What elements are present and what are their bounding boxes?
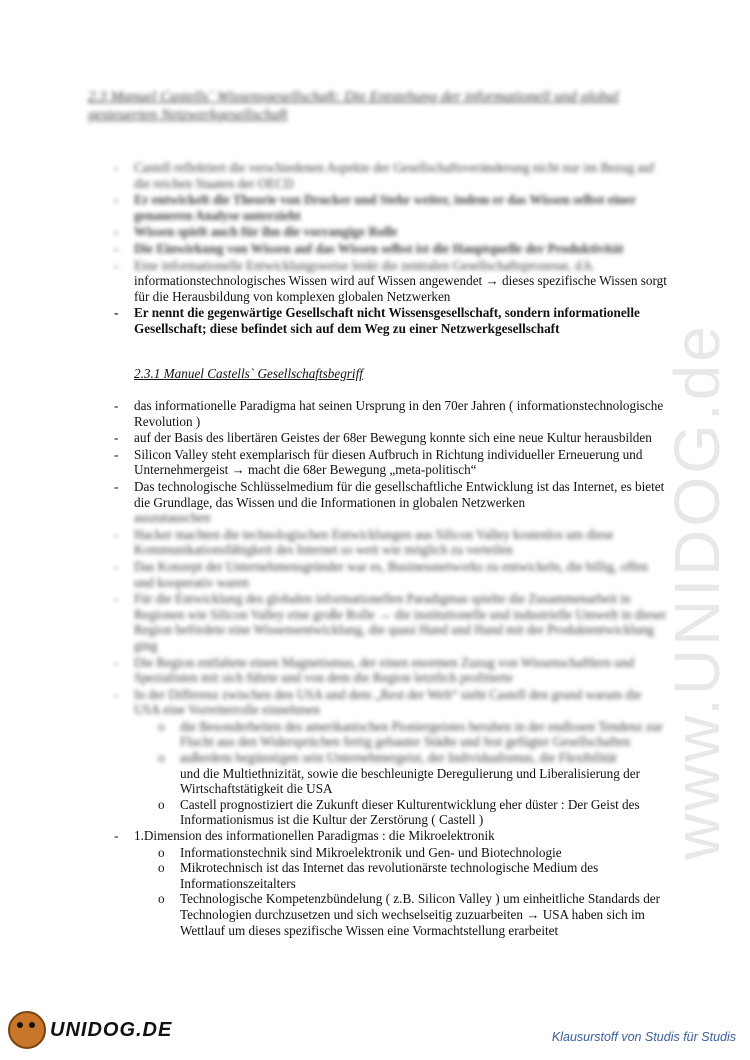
- sub-list-item: o Mikrotechnisch ist das Internet das revolutionärste technologische Medium des Informationszeitalters: [158, 860, 599, 891]
- dog-icon: [8, 1011, 46, 1049]
- list-item: - 1.Dimension des informationellen Paradigmas : die Mikroelektronik: [114, 828, 495, 844]
- site-logo[interactable]: [8, 1010, 172, 1050]
- blurred-line: außerdem begünstigen sein Unternehmergeist, der Individualismus, die Flexibilität: [180, 750, 617, 766]
- intro-list: [114, 160, 670, 338]
- list-item: - Die Region entfaltete einen Magnetismus, der einen enormen Zuzug von Wissenschaftlern und Spezialisten mit sich führte und von dem die Region letztlich profitierte: [114, 654, 635, 686]
- list-item: - Silicon Valley steht exemplarisch für diesen Aufbruch in Richtung individueller Erneuerung und Unternehmergeist → macht die 68er Bewegung „meta-politisch“: [114, 446, 643, 478]
- sub-list-item: o die Besonderheiten des amerikanischen Pioniergeistes beruhen in der endlosen Tendenz zur Flucht aus den Widersprüchen fertig gebauter Städte und fest gefügter Gesellschaften: [158, 718, 663, 750]
- blurred-line: auszutauschen: [134, 510, 211, 526]
- sub-list-item-text: und die Multiethnizität, sowie die beschleunigte Deregulierung und Liberalisierung der Wirtschaftstätigkeit die USA: [180, 765, 640, 797]
- sub-list-item: o Technologische Kompetenzbündelung ( z.B. Silicon Valley ) um einheitliche Standards der Technologien durchzusetzen und sich wechselseitig zuzuarbeiten → USA haben sich im Wettlauf um dieses spezifische Wissen eine Vormachtstellung erarbeitet: [158, 891, 661, 938]
- list-item: - In der Differenz zwischen den USA und dem „Rest der Welt“ sieht Castell den grund warum die USA eine Vorreiterrolle einnehmen: [114, 686, 642, 718]
- logo-text: UNIDOG.DE: [50, 1018, 173, 1041]
- list-item: - Er nennt die gegenwärtige Gesellschaft nicht Wissensgesellschaft, sondern informationelle Gesellschaft; diese befindet sich auf dem Weg zu einer Netzwerkgesellschaft: [114, 305, 640, 336]
- section-heading: 2.3 Manuel Castells` Wissensgesellschaft: Die Entstehung der informationell und global gesteuerten Netzwerkgesellschaft: [88, 89, 619, 123]
- watermark: www.UNIDOG.de: [661, 323, 733, 860]
- list-item-text: informationstechnologisches Wissen wird auf Wissen angewendet → dieses spezifische Wissen sorgt für die Herausbildung von komplexen globalen Netzwerken: [134, 273, 667, 304]
- list-item-text: Das technologische Schlüsselmedium für die gesellschaftliche Entwicklung ist das Internet, es bietet die Grundlage, das Wissen und die Informationen in globalen Netzwerken: [134, 478, 665, 510]
- blurred-line: Eine informationelle Entwicklungsweise lenkt die zentralen Gesellschaftsprozesse, d.h.: [134, 257, 595, 273]
- sub-list-item: o außerdem begünstigen sein Unternehmergeist, der Individualismus, die Flexibilität und die Multiethnizität, sowie die beschleunigte Deregulierung und Liberalisierung der Wirtschaftstätigkeit die USA: [154, 750, 670, 797]
- list-item: - Das Konzept der Unternehmensgründer war es, Businessnetworks zu entwickeln, die billig, offen und kooperativ waren: [114, 558, 648, 590]
- list-item: - Die Einwirkung von Wissen auf das Wissen selbst ist die Hauptquelle der Produktivität: [114, 240, 624, 256]
- list-item: - Hacker machten die technologischen Entwicklungen aus Silicon Valley kostenlos um diese Kommunikationsfähigkeit des Internet so weit wie möglich zu verteilen: [114, 526, 614, 558]
- list-item: - Wissen spielt auch für ihn die vorrangige Rolle: [114, 224, 398, 240]
- list-item: - Er entwickelt die Theorie von Drucker und Stehr weiter, indem er das Wissen selbst einer genaueren Analyse unterzieht: [114, 192, 636, 223]
- list-item: - Castell reflektiert die verschiedenen Aspekte der Gesellschaftsveränderung nicht nur im Bezug auf die reichen Staaten der OECD: [114, 160, 655, 191]
- sub-list-item: o Informationstechnik sind Mikroelektronik und Gen- und Biotechnologie: [158, 844, 562, 860]
- subsection-heading: 2.3.1 Manuel Castells` Gesellschaftsbegriff: [134, 366, 363, 381]
- main-list: [114, 398, 670, 938]
- footer-tagline: Klausurstoff von Studis für Studis: [551, 1030, 736, 1044]
- list-item: - auf der Basis des libertären Geistes der 68er Bewegung konnte sich eine neue Kultur herausbilden: [114, 430, 652, 446]
- list-item: - das informationelle Paradigma hat seinen Ursprung in den 70er Jahren ( informationstechnologische Revolution ): [114, 398, 664, 429]
- sub-list-item: o Castell prognostiziert die Zukunft dieser Kulturentwicklung eher düster : Der Geist des Informationismus ist die Kultur der Zerstörung ( Castell ): [158, 796, 640, 828]
- list-item: - Eine informationelle Entwicklungsweise lenkt die zentralen Gesellschaftsprozesse, d.h. informationstechnologisches Wissen wird auf Wissen angewendet → dieses spezifische Wissen sorgt für die Herausbildung von komplexen globalen Netzwerken: [114, 258, 670, 305]
- list-item: - Für die Entwicklung des globalen informationellen Paradigmas spielte die Zusammenarbeit in Regionen wie Silicon Valley eine große Rolle → die institutionelle und industrielle Umwelt in dieser Region befördete eine Wissensentwicklung, die quasi Hand und Hand mit der Produktentwicklung ging: [114, 591, 667, 653]
- list-item: - Das technologische Schlüsselmedium für die gesellschaftliche Entwicklung ist das Internet, es bietet die Grundlage, das Wissen und die Informationen in globalen Netzwerken auszutauschen: [114, 479, 670, 526]
